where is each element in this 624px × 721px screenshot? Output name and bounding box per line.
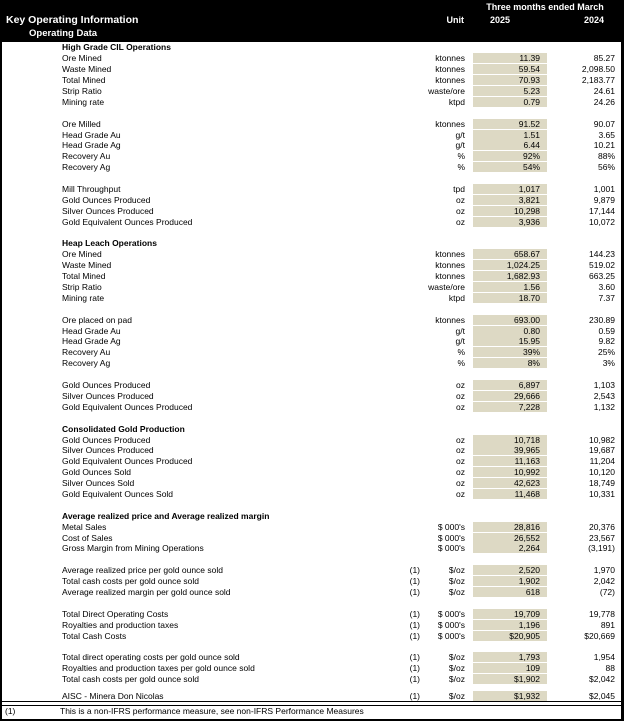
row-value-2025: 10,298 [473, 206, 547, 216]
row-value-2025: 54% [473, 162, 547, 172]
row-value-2024: $2,042 [589, 674, 615, 685]
row-value-2025: 1,196 [473, 620, 547, 630]
row-value-2024: 1,954 [593, 652, 615, 663]
table-row [2, 184, 621, 195]
row-label: Ore Mined [62, 53, 102, 64]
row-unit: waste/ore [428, 282, 465, 293]
row-unit: % [457, 358, 465, 369]
row-value-2024: 20,376 [589, 521, 615, 532]
row-value-2025: 39% [473, 347, 547, 357]
row-value-2025: 658.67 [473, 249, 547, 259]
row-value-2025: $20,905 [473, 631, 547, 641]
table-row [2, 347, 621, 358]
row-label: Royalties and production taxes per gold ounce sold [62, 663, 255, 674]
row-unit: $/oz [448, 652, 465, 663]
table-row [2, 652, 621, 663]
row-value-2024: 90.07 [593, 118, 615, 129]
row-label: Ore placed on pad [62, 314, 132, 325]
table-row [2, 53, 621, 64]
row-value-2024: 10,072 [589, 216, 615, 227]
period-header: Three months ended March [486, 2, 604, 12]
row-value-2024: 144.23 [589, 249, 615, 260]
row-label: Average realized price per gold ounce sold [62, 565, 223, 576]
row-value-2024: 3.65 [598, 129, 615, 140]
column-header-2025: 2025 [489, 15, 511, 25]
row-unit: $ 000's [437, 532, 465, 543]
row-label: Strip Ratio [62, 282, 102, 293]
row-value-2025: 0.80 [473, 326, 547, 336]
table-row [2, 86, 621, 97]
row-value-2025: 8% [473, 358, 547, 368]
row-unit: ktonnes [435, 75, 465, 86]
row-value-2025: 6.44 [473, 140, 547, 150]
row-label: Average realized margin per gold ounce sold [62, 586, 231, 597]
section-header-row [2, 423, 621, 434]
row-value-2025: 618 [473, 587, 547, 597]
row-value-2024: 10.21 [593, 140, 615, 151]
row-value-2024: 2,543 [593, 390, 615, 401]
section-header-row [2, 510, 621, 521]
row-unit: oz [456, 456, 465, 467]
row-label: Waste Mined [62, 64, 112, 75]
table-body [2, 42, 621, 701]
row-note-marker: (1) [409, 690, 420, 701]
row-label: High Grade CIL Operations [62, 42, 171, 53]
row-label: Total Mined [62, 271, 106, 282]
row-value-2024: 24.26 [593, 96, 615, 107]
row-label: Recovery Au [62, 151, 111, 162]
row-label: AISC - Minera Don Nicolas [62, 690, 164, 701]
row-value-2024: 3.60 [598, 282, 615, 293]
row-value-2024: 24.61 [593, 86, 615, 96]
table-row [2, 271, 621, 282]
column-header-2024: 2024 [583, 15, 605, 25]
row-value-2025: 92% [473, 151, 547, 161]
table-row [2, 216, 621, 227]
row-value-2024: 11,204 [589, 456, 615, 467]
section-header-row [2, 42, 621, 53]
row-unit: g/t [455, 325, 465, 336]
row-label: Average realized price and Average realized margin [62, 510, 270, 521]
row-label: Strip Ratio [62, 86, 102, 96]
row-value-2025: 10,992 [473, 467, 547, 477]
row-value-2025: 19,709 [473, 609, 547, 619]
table-header [2, 0, 621, 42]
row-label: Total cash costs per gold ounce sold [62, 674, 200, 685]
row-value-2025: 2,264 [473, 543, 547, 553]
row-unit: $ 000's [437, 630, 465, 641]
row-unit: oz [456, 194, 465, 205]
row-label: Consolidated Gold Production [62, 423, 185, 434]
row-label: Metal Sales [62, 521, 107, 532]
row-label: Total Cash Costs [62, 630, 127, 641]
row-label: Waste Mined [62, 260, 112, 271]
section-subtitle: Operating Data [29, 28, 98, 39]
table-row [2, 162, 621, 173]
row-value-2024: 1,103 [593, 380, 615, 391]
row-label: Gold Ounces Sold [62, 467, 131, 478]
table-row [2, 576, 621, 587]
row-label: Mining rate [62, 292, 105, 303]
row-value-2024: 2,098.50 [581, 64, 615, 75]
row-value-2024: 88% [597, 151, 615, 162]
row-unit: oz [456, 488, 465, 499]
table-row [2, 489, 621, 500]
spacer-row [2, 303, 621, 314]
table-row [2, 325, 621, 336]
row-label: Ore Mined [62, 249, 102, 260]
row-value-2025: 1,017 [473, 184, 547, 194]
row-value-2024: 0.59 [598, 325, 615, 336]
table-row [2, 64, 621, 75]
row-value-2025: 29,666 [473, 391, 547, 401]
row-unit: ktonnes [435, 260, 465, 271]
table-row [2, 630, 621, 641]
row-unit: g/t [455, 140, 465, 151]
row-label: Recovery Au [62, 347, 111, 358]
row-value-2025: 18.70 [473, 293, 547, 303]
row-label: Royalties and production taxes [62, 619, 179, 630]
row-value-2025: 59.54 [473, 64, 547, 74]
spacer-row [2, 107, 621, 118]
row-value-2025: 28,816 [473, 522, 547, 532]
row-unit: $/oz [448, 690, 465, 701]
row-unit: ktonnes [435, 314, 465, 325]
row-label: Recovery Ag [62, 358, 111, 369]
row-unit: oz [456, 216, 465, 227]
row-note-marker: (1) [409, 565, 420, 576]
page-title: Key Operating Information [6, 14, 139, 26]
row-label: Head Grade Au [62, 325, 121, 336]
spacer-row [2, 227, 621, 238]
table-row [2, 532, 621, 543]
spacer-row [2, 173, 621, 184]
row-value-2025: 6,897 [473, 380, 547, 390]
row-value-2025: 1,024.25 [473, 260, 547, 270]
row-value-2025: 91.52 [473, 119, 547, 129]
table-row [2, 151, 621, 162]
table-row [2, 205, 621, 216]
row-label: Mill Throughput [62, 184, 121, 195]
row-value-2025: 0.79 [473, 97, 547, 107]
row-value-2025: 5.23 [473, 86, 547, 96]
row-label: Total Mined [62, 75, 106, 86]
spacer-row [2, 554, 621, 565]
row-value-2025: 70.93 [473, 75, 547, 85]
row-label: Gold Equivalent Ounces Produced [62, 401, 193, 412]
row-label: Silver Ounces Produced [62, 445, 154, 456]
row-value-2024: 891 [600, 619, 615, 630]
row-unit: $/oz [448, 576, 465, 587]
row-value-2024: 10,120 [589, 467, 615, 478]
row-value-2025: 2,520 [473, 565, 547, 575]
row-note-marker: (1) [409, 619, 420, 630]
table-row [2, 521, 621, 532]
row-value-2025: 42,623 [473, 478, 547, 488]
row-unit: oz [456, 467, 465, 478]
row-value-2025: 7,228 [473, 402, 547, 412]
table-row [2, 674, 621, 685]
row-label: Silver Ounces Sold [62, 478, 135, 489]
row-note-marker: (1) [409, 663, 420, 674]
row-value-2024: 1,970 [593, 565, 615, 576]
table-row [2, 619, 621, 630]
footnote-text: This is a non-IFRS performance measure, see non-IFRS Performance Measures [60, 706, 364, 717]
row-value-2024: 2,042 [593, 576, 615, 587]
row-value-2024: 3% [602, 358, 615, 369]
row-value-2025: $1,902 [473, 674, 547, 684]
row-label: Gold Equivalent Ounces Produced [62, 216, 193, 227]
table-row [2, 249, 621, 260]
row-unit: $ 000's [437, 608, 465, 619]
row-note-marker: (1) [409, 630, 420, 641]
table-row [2, 129, 621, 140]
row-value-2024: 2,183.77 [581, 75, 615, 86]
unit-column-header: Unit [446, 15, 464, 25]
row-value-2024: 19,687 [589, 445, 615, 456]
row-value-2024: 7.37 [598, 292, 615, 303]
table-row [2, 587, 621, 598]
row-label: Gross Margin from Mining Operations [62, 543, 204, 554]
row-value-2025: 11,468 [473, 489, 547, 499]
row-value-2024: 1,132 [593, 401, 615, 412]
row-label: Ore Milled [62, 118, 101, 129]
footnote-marker: (1) [5, 706, 16, 717]
row-value-2024: 19,778 [589, 608, 615, 619]
row-label: Gold Equivalent Ounces Sold [62, 488, 174, 499]
table-row [2, 336, 621, 347]
row-label: Cost of Sales [62, 532, 113, 543]
row-value-2024: 519.02 [589, 260, 615, 271]
row-unit: oz [456, 445, 465, 456]
row-label: Gold Ounces Produced [62, 194, 151, 205]
table-row [2, 358, 621, 369]
row-label: Mining rate [62, 96, 105, 107]
row-value-2024: (3,191) [588, 543, 615, 554]
row-value-2025: 3,821 [473, 195, 547, 205]
row-value-2024: (72) [599, 586, 615, 597]
row-label: Gold Ounces Produced [62, 434, 151, 445]
row-value-2025: 10,718 [473, 435, 547, 445]
row-note-marker: (1) [409, 576, 420, 587]
table-row [2, 282, 621, 293]
row-unit: $ 000's [437, 521, 465, 532]
table-row [2, 691, 621, 702]
row-label: Head Grade Ag [62, 140, 121, 151]
row-value-2024: 18,749 [589, 478, 615, 489]
row-value-2024: 56% [597, 162, 615, 173]
row-value-2025: 1.51 [473, 130, 547, 140]
row-unit: ktonnes [435, 271, 465, 282]
row-label: Total direct operating costs per gold ounce sold [62, 652, 240, 663]
row-unit: % [457, 151, 465, 162]
spacer-row [2, 597, 621, 608]
table-row [2, 401, 621, 412]
row-value-2025: 1,793 [473, 652, 547, 662]
row-label: Head Grade Ag [62, 336, 121, 347]
spacer-row [2, 412, 621, 423]
row-label: Silver Ounces Produced [62, 205, 154, 216]
row-label: Head Grade Au [62, 129, 121, 140]
row-value-2024: 23,567 [589, 532, 615, 543]
table-row [2, 434, 621, 445]
row-value-2025: 1,902 [473, 576, 547, 586]
row-unit: ktpd [448, 292, 465, 303]
row-value-2024: 17,144 [589, 205, 615, 216]
row-unit: ktonnes [435, 249, 465, 260]
row-unit: oz [456, 380, 465, 391]
table-row [2, 292, 621, 303]
row-label: Silver Ounces Produced [62, 390, 154, 401]
table-row [2, 565, 621, 576]
row-unit: ktonnes [435, 64, 465, 75]
row-value-2025: 11,163 [473, 456, 547, 466]
row-unit: % [457, 347, 465, 358]
row-note-marker: (1) [409, 652, 420, 663]
table-row [2, 543, 621, 554]
table-row [2, 140, 621, 151]
row-value-2024: 10,982 [589, 434, 615, 445]
table-row [2, 314, 621, 325]
table-row [2, 260, 621, 271]
table-row [2, 194, 621, 205]
row-value-2024: 9,879 [593, 194, 615, 205]
row-label: Gold Equivalent Ounces Produced [62, 456, 193, 467]
row-value-2025: 693.00 [473, 315, 547, 325]
row-value-2024: 88 [605, 663, 615, 674]
table-row [2, 75, 621, 86]
table-row [2, 118, 621, 129]
row-value-2025: $1,932 [473, 691, 547, 701]
table-row [2, 380, 621, 391]
row-unit: ktonnes [435, 118, 465, 129]
row-label: Recovery Ag [62, 162, 111, 173]
spacer-row [2, 641, 621, 652]
row-unit: tpd [453, 184, 465, 195]
row-unit: g/t [455, 336, 465, 347]
row-value-2024: $20,669 [584, 630, 615, 641]
row-unit: $ 000's [437, 619, 465, 630]
row-value-2024: 25% [597, 347, 615, 358]
row-value-2024: 663.25 [589, 271, 615, 282]
row-unit: oz [456, 434, 465, 445]
row-unit: oz [456, 401, 465, 412]
row-value-2024: 1,001 [593, 184, 615, 195]
row-value-2024: 230.89 [589, 314, 615, 325]
row-unit: $ 000's [437, 543, 465, 554]
table-row [2, 478, 621, 489]
row-unit: oz [456, 205, 465, 216]
row-value-2024: 10,331 [589, 488, 615, 499]
row-unit: g/t [455, 129, 465, 140]
table-row [2, 663, 621, 674]
row-value-2025: 109 [473, 663, 547, 673]
row-value-2024: $2,045 [589, 690, 615, 701]
row-unit: $/oz [448, 674, 465, 685]
row-unit: % [457, 162, 465, 173]
table-row [2, 445, 621, 456]
table-row [2, 456, 621, 467]
row-label: Total cash costs per gold ounce sold [62, 576, 200, 587]
row-value-2025: 39,965 [473, 445, 547, 455]
row-unit: waste/ore [428, 86, 465, 96]
spacer-row [2, 499, 621, 510]
row-value-2024: 9.82 [598, 336, 615, 347]
row-label: Total Direct Operating Costs [62, 608, 169, 619]
row-label: Heap Leach Operations [62, 238, 157, 249]
section-header-row [2, 238, 621, 249]
row-unit: $/oz [448, 586, 465, 597]
table-row [2, 391, 621, 402]
row-value-2025: 1.56 [473, 282, 547, 292]
row-note-marker: (1) [409, 608, 420, 619]
table-row [2, 96, 621, 107]
row-unit: $/oz [448, 565, 465, 576]
row-unit: oz [456, 390, 465, 401]
row-value-2025: 26,552 [473, 533, 547, 543]
spacer-row [2, 369, 621, 380]
row-note-marker: (1) [409, 674, 420, 685]
row-unit: ktpd [448, 96, 465, 107]
footnote [2, 706, 621, 716]
row-note-marker: (1) [409, 586, 420, 597]
row-label: Gold Ounces Produced [62, 380, 151, 391]
row-unit: oz [456, 478, 465, 489]
row-unit: $/oz [448, 663, 465, 674]
row-unit: ktonnes [435, 53, 465, 64]
row-value-2025: 1,682.93 [473, 271, 547, 281]
row-value-2024: 85.27 [593, 53, 615, 64]
table-row [2, 467, 621, 478]
table-row [2, 608, 621, 619]
row-value-2025: 11.39 [473, 53, 547, 63]
row-value-2025: 15.95 [473, 336, 547, 346]
row-value-2025: 3,936 [473, 217, 547, 227]
